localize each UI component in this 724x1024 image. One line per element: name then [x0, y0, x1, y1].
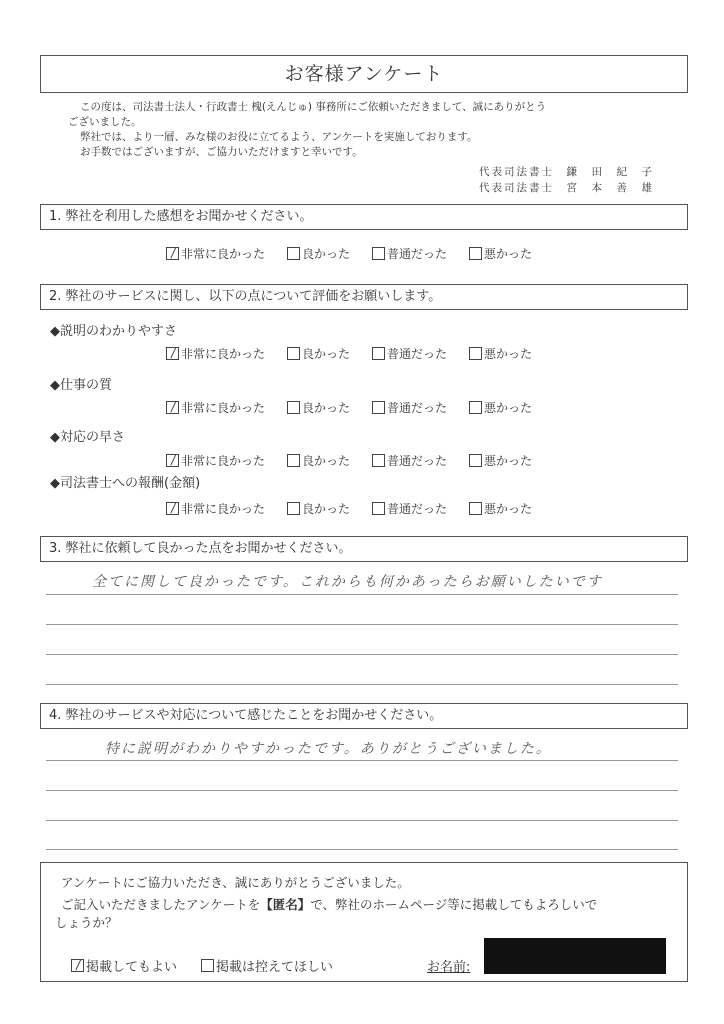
option-very-good[interactable]: [166, 399, 265, 416]
option-label: 良かった: [302, 247, 351, 261]
option-label: 非常に良かった: [181, 502, 266, 516]
checkbox[interactable]: [287, 247, 300, 260]
question-4-heading: 4. 弊社のサービスや対応について感じたことをお聞かせください。: [40, 703, 688, 729]
question-3-heading: 3. 弊社に依頼して良かった点をお聞かせください。: [40, 536, 688, 562]
consent-no-label: 掲載は控えてほしい: [216, 960, 334, 975]
checkbox[interactable]: [469, 401, 482, 414]
checkbox[interactable]: [166, 247, 179, 260]
q1-options: [166, 245, 532, 262]
option-label: 良かった: [302, 401, 351, 415]
q4-answer[interactable]: 特に説明がわかりやすかったです。ありがとうございました。: [105, 741, 552, 757]
checkbox[interactable]: [166, 401, 179, 414]
answer-line: [46, 654, 678, 655]
checkbox[interactable]: [469, 347, 482, 360]
option-bad[interactable]: [469, 345, 532, 362]
option-label: 普通だった: [387, 401, 448, 415]
q3-answer[interactable]: 全てに関して良かったです。これからも何かあったらお願いしたいです: [92, 574, 603, 590]
option-very-good[interactable]: [166, 245, 265, 262]
checkbox[interactable]: [287, 502, 300, 515]
answer-line: [46, 594, 678, 595]
q2-item-label: ◆仕事の質: [50, 378, 112, 393]
consent-no-checkbox[interactable]: [201, 959, 214, 972]
page-title: お客様アンケート: [40, 55, 688, 93]
option-label: 非常に良かった: [181, 247, 266, 261]
checkbox[interactable]: [469, 247, 482, 260]
option-label: 良かった: [302, 454, 351, 468]
option-label: 非常に良かった: [181, 454, 266, 468]
option-bad[interactable]: [469, 452, 532, 469]
intro-line-3: 弊社では、より一層、みな様のお役に立てるよう、アンケートを実施しております。: [80, 131, 478, 143]
checkbox[interactable]: [287, 401, 300, 414]
option-label: 悪かった: [484, 401, 533, 415]
q2-item-label: ◆司法書士への報酬(金額): [50, 476, 201, 491]
option-good[interactable]: [287, 345, 350, 362]
option-label: 普通だった: [387, 247, 448, 261]
option-good[interactable]: [287, 500, 350, 517]
checkbox[interactable]: [287, 454, 300, 467]
anonymous-label: 【匿名】: [260, 897, 311, 912]
q2-item-4-options: [166, 500, 532, 517]
answer-line: [46, 624, 678, 625]
checkbox[interactable]: [372, 454, 385, 467]
option-bad[interactable]: [469, 245, 532, 262]
q2-item-label: ◆説明のわかりやすさ: [50, 324, 177, 339]
checkbox[interactable]: [372, 401, 385, 414]
redacted-name: [484, 938, 666, 974]
checkbox[interactable]: [469, 502, 482, 515]
option-average[interactable]: [372, 500, 447, 517]
intro-text: [68, 100, 668, 160]
option-label: 普通だった: [387, 502, 448, 516]
checkbox[interactable]: [287, 347, 300, 360]
intro-line-2: ございました。: [68, 116, 142, 128]
closing-question-post: で、弊社のホームページ等に掲載してもよろしいで: [310, 897, 598, 912]
option-bad[interactable]: [469, 500, 532, 517]
consent-yes-checkbox[interactable]: [71, 959, 84, 972]
option-label: 良かった: [302, 502, 351, 516]
option-very-good[interactable]: [166, 345, 265, 362]
name-label: お名前:: [427, 960, 471, 975]
q2-item-2-options: [166, 399, 532, 416]
answer-line: [46, 684, 678, 685]
checkbox[interactable]: [166, 502, 179, 515]
q2-item-label: ◆対応の早さ: [50, 430, 125, 445]
option-good[interactable]: [287, 245, 350, 262]
checkbox[interactable]: [166, 454, 179, 467]
answer-line: [46, 760, 678, 761]
option-average[interactable]: [372, 399, 447, 416]
answer-line: [46, 849, 678, 850]
consent-no-option[interactable]: [201, 956, 333, 975]
closing-box: [40, 862, 688, 982]
option-bad[interactable]: [469, 399, 532, 416]
checkbox[interactable]: [166, 347, 179, 360]
closing-question-end: しょうか？: [55, 915, 118, 930]
option-label: 悪かった: [484, 502, 533, 516]
checkbox[interactable]: [469, 454, 482, 467]
signature-1: 代表司法書士 鎌 田 紀 子: [479, 166, 654, 178]
option-label: 非常に良かった: [181, 347, 266, 361]
intro-line-1: この度は、司法書士法人・行政書士 槐(えんじゅ) 事務所にご依頼いただきまして、誠にありがとう: [80, 101, 547, 113]
checkbox[interactable]: [372, 347, 385, 360]
option-label: 普通だった: [387, 347, 448, 361]
option-good[interactable]: [287, 452, 350, 469]
closing-question: [61, 895, 597, 913]
question-2-heading: 2. 弊社のサービスに関し、以下の点について評価をお願いします。: [40, 284, 688, 310]
consent-yes-label: 掲載してもよい: [86, 960, 178, 975]
option-very-good[interactable]: [166, 500, 265, 517]
option-label: 悪かった: [484, 247, 533, 261]
q2-item-3-options: [166, 452, 532, 469]
closing-thanks: アンケートにご協力いただき、誠にありがとうございました。: [61, 875, 410, 890]
option-label: 悪かった: [484, 347, 533, 361]
intro-line-4: お手数ではございますが、ご協力いただけますと幸いです。: [80, 146, 363, 158]
option-label: 良かった: [302, 347, 351, 361]
option-very-good[interactable]: [166, 452, 265, 469]
checkbox[interactable]: [372, 247, 385, 260]
option-label: 非常に良かった: [181, 401, 266, 415]
answer-line: [46, 820, 678, 821]
checkbox[interactable]: [372, 502, 385, 515]
signature-2: 代表司法書士 宮 本 善 雄: [479, 182, 654, 194]
option-label: 普通だった: [387, 454, 448, 468]
q2-item-1-options: [166, 345, 532, 362]
option-average[interactable]: [372, 345, 447, 362]
consent-yes-option[interactable]: [71, 956, 177, 975]
option-good[interactable]: [287, 399, 350, 416]
question-1-heading: 1. 弊社を利用した感想をお聞かせください。: [40, 204, 688, 230]
consent-options: [71, 956, 349, 975]
answer-line: [46, 790, 678, 791]
option-average[interactable]: [372, 452, 447, 469]
closing-question-pre: ご記入いただきましたアンケートを: [61, 897, 261, 912]
option-label: 悪かった: [484, 454, 533, 468]
option-average[interactable]: [372, 245, 447, 262]
